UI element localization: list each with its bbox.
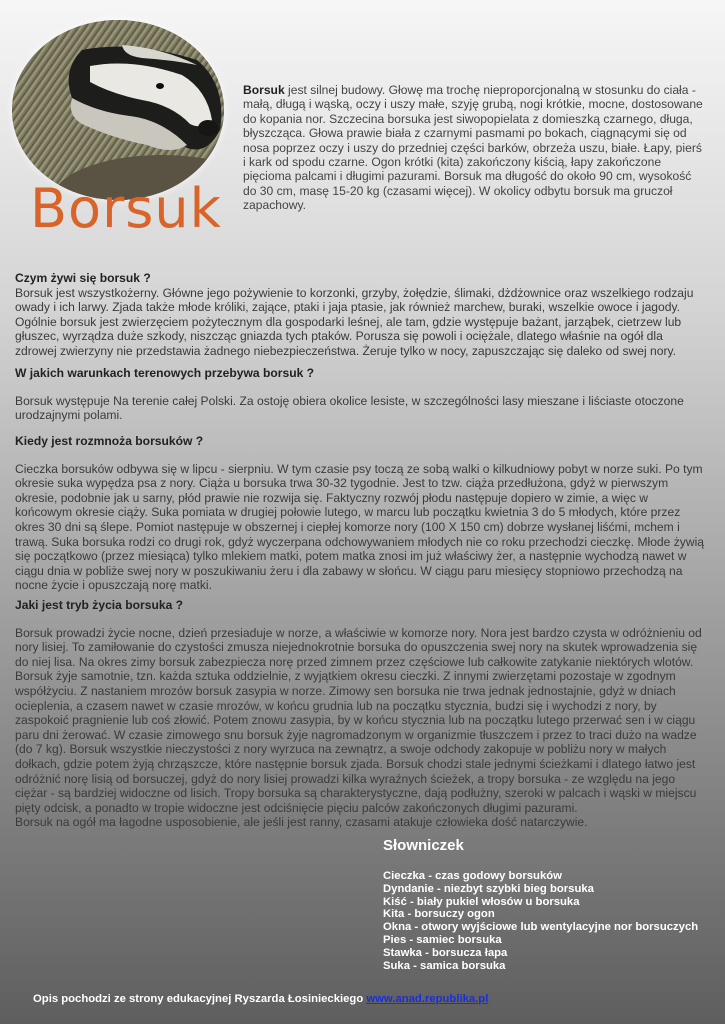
section-lifestyle [15,598,705,830]
glossary-item: Okna - otwory wyjściowe lub wentylacyjne nor borsuczych [383,921,699,934]
glossary-heading: Słowniczek [383,837,464,854]
section-heading: W jakich warunkach terenowych przebywa borsuk ? [15,366,315,380]
intro-text: jest silnej budowy. Głowę ma trochę nieproporcjonalną w stosunku do ciała - małą, długą i wąską, oczy i uszy małe, szyję grubą, nogi krótkie, mocne, dostosowane do kopania nor. Szczecina borsuka jest siwopopielata z domieszką czarnego, długa, błyszcząca. Głowa prawie biała z czarnymi pasmami po bokach, ciągnącymi się od nosa poprzez oczy i uszy do przedniej części barków, obrzeża uszu, białe. Łapy, pierś i kark od spodu czarne. Ogon krótki (kita) zakończony kiścią, łapy zakończone pięcioma palcami i długimi pazurami. Borsuk ma długość do około 90 cm, wysokość do 30 cm, masę 15-20 kg (czasami więcej). W okolicy odbytu borsuk ma gruczoł zapachowy. [243,83,703,213]
section-body: Borsuk występuje Na terenie całej Polski. Za ostoję obiera okolice lesiste, w szczególności lasy mieszane i liściaste otoczone urodzajnymi polami. [15,393,684,423]
section-heading: Jaki jest tryb życia borsuka ? [15,598,184,612]
glossary-item: Stawka - borsucza łapa [383,946,508,959]
source-footer [33,993,488,1005]
section-diet [15,271,705,359]
section-heading: Czym żywi się borsuk ? [15,271,151,285]
section-reproduction [15,434,705,593]
glossary [383,837,713,972]
glossary-item: Cieczka - czas godowy borsuków [383,870,562,882]
badger-photo [12,20,224,200]
glossary-item: Kiść - biały pukiel włosów u borsuka [383,895,580,908]
glossary-item: Pies - samiec borsuka [383,933,502,946]
section-body: Borsuk prowadzi życie nocne, dzień przesiaduje w norze, a właściwie w komorze nory. Nora jest bardzo czysta w odróżnieniu od nory lisiej. To zamiłowanie do czystości zmusza niejednokrotnie borsuka do opuszczenia swej nory na skutek wprowadzenia się do niej lisa. Na okres zimy borsuk zabezpiecza norę przed zimnem przez częściowe lub całkowite zatykanie niektórych wlotów. Borsuk żyje samotnie, tzn. każda sztuka oddzielnie, z wyjątkiem okresu cieczki. Z innymi zwierzętami pozostaje w zgodnym współżyciu. Z nastaniem mrozów borsuk zasypia w norze. Zimowy sen borsuka nie trwa jednak jednostajnie, gdyż w dniach ocieplenia, a czasem nawet w czasie mrozów, w końcu grudnia lub na początku stycznia, budzi się i wychodzi z nory, by zaspokoić pragnienie lub coś złowić. Potem znowu zasypia, by w końcu stycznia lub na początku lutego przerwać sen i w ciągu paru dni żerować. W czasie zimowego snu borsuk żyje nagromadzonym w organizmie tłuszczem i przez to traci dużo na wadze (do 7 kg). Borsuk wszystkie nieczystości z nory wyrzuca na zewnątrz, a swoje odchody zakopuje w pobliżu nory w małych dołkach, gdzie potem żyją chrząszcze, które następnie borsuk zjada. Borsuk chodzi stale jednymi ścieżkami i dlatego łatwo jest odróżnić norę lisią od borsuczej, gdyż do nory lisiej prowadzi kilka wyraźnych ścieżek, a tropy borsuka - ze względu na jego ciężar - są bardziej widoczne od lisich. Tropy borsuka są charakterystyczne, dają podłużny, szeroki w palcach i wąski w miejscu pięty odcisk, a ponadto w tropie widoczne jest odciśnięcie pięciu palców zakończonych długimi pazurami. [15,625,702,815]
page-title: Borsuk [30,177,222,240]
section-body: Cieczka borsuków odbywa się w lipcu - sierpniu. W tym czasie psy toczą ze sobą walki o kilkudniowy pobyt w norze suki. Po tym okresie suka wypędza psa z nory. Ciąża u borsuka trwa 30-32 tygodnie. Jest to tzw. ciąża przedłużona, gdyż w pierwszym okresie, podobnie jak u sarny, płód prawie nie rozwija się. Faktyczny rozwój płodu następuje dopiero w zimie, a więc w końcowym okresie ciąży. Suka pomiata w drugiej połowie lutego, w marcu lub początku kwietnia 3 do 5 młodych, które przez okres 30 dni są ślepe. Pomiot następuje w obszernej i ciepłej komorze nory (100 X 150 cm) dobrze wysłanej liśćmi, mchem i trawą. Suka borsuka rodzi co drugi rok, gdyż wyczerpana odchowywaniem młodych nie co roku przechodzi cieczkę. Młode żywią się początkowo (przez miesiąca) tylko mlekiem matki, potem matka znosi im już właściwy żer, a następnie wychodzą nawet w ciągu dnia w pobliże swej nory w poszukiwaniu żeru i dla zabawy w słońcu. W ciągu paru miesięcy stopniowo przechodzą na nocne życie i opuszczają norę matki. [15,461,704,593]
intro-paragraph [243,83,705,213]
section-heading: Kiedy jest rozmnoża borsuków ? [15,434,204,448]
section-habitat [15,366,705,423]
footer-text: Opis pochodzi ze strony edukacyjnej Ryszarda Łosinieckiego [33,993,367,1005]
glossary-item: Kita - borsuczy ogon [383,908,495,921]
glossary-item: Suka - samica borsuka [383,959,506,972]
glossary-item: Dyndanie - niezbyt szybki bieg borsuka [383,882,594,895]
intro-lead-word: Borsuk [243,83,285,97]
section-body: Borsuk jest wszystkożerny. Główne jego pożywienie to korzonki, grzyby, żołędzie, ślimaki, dżdżownice oraz wszelkiego rodzaju owady i ich larwy. Zjada także młode króliki, zające, ptaki i jaja ptasie, jak również marchew, buraki, wszelkie owoce i jagody. Ogólnie borsuk jest zwierzęciem pożytecznym dla gospodarki leśnej, ale tam, gdzie występuje bażant, jarząbek, cietrzew lub głuszec, wyrządza duże szkody, niszcząc gniazda tych ptaków. Porusza się powoli i ociężale, dlatego właśnie na ogół dla zdrowej zwierzyny nie przedstawia żadnego niebezpieczeństwa. Żeruje tylko w nocy, zapuszczając się daleko od swej nory. [15,285,694,358]
source-link[interactable]: www.anad.republika.pl [366,993,489,1005]
section-body-closing: Borsuk na ogół ma łagodne usposobienie, ale jeśli jest ranny, czasami atakuje człowieka dość natarczywie. [15,815,588,830]
